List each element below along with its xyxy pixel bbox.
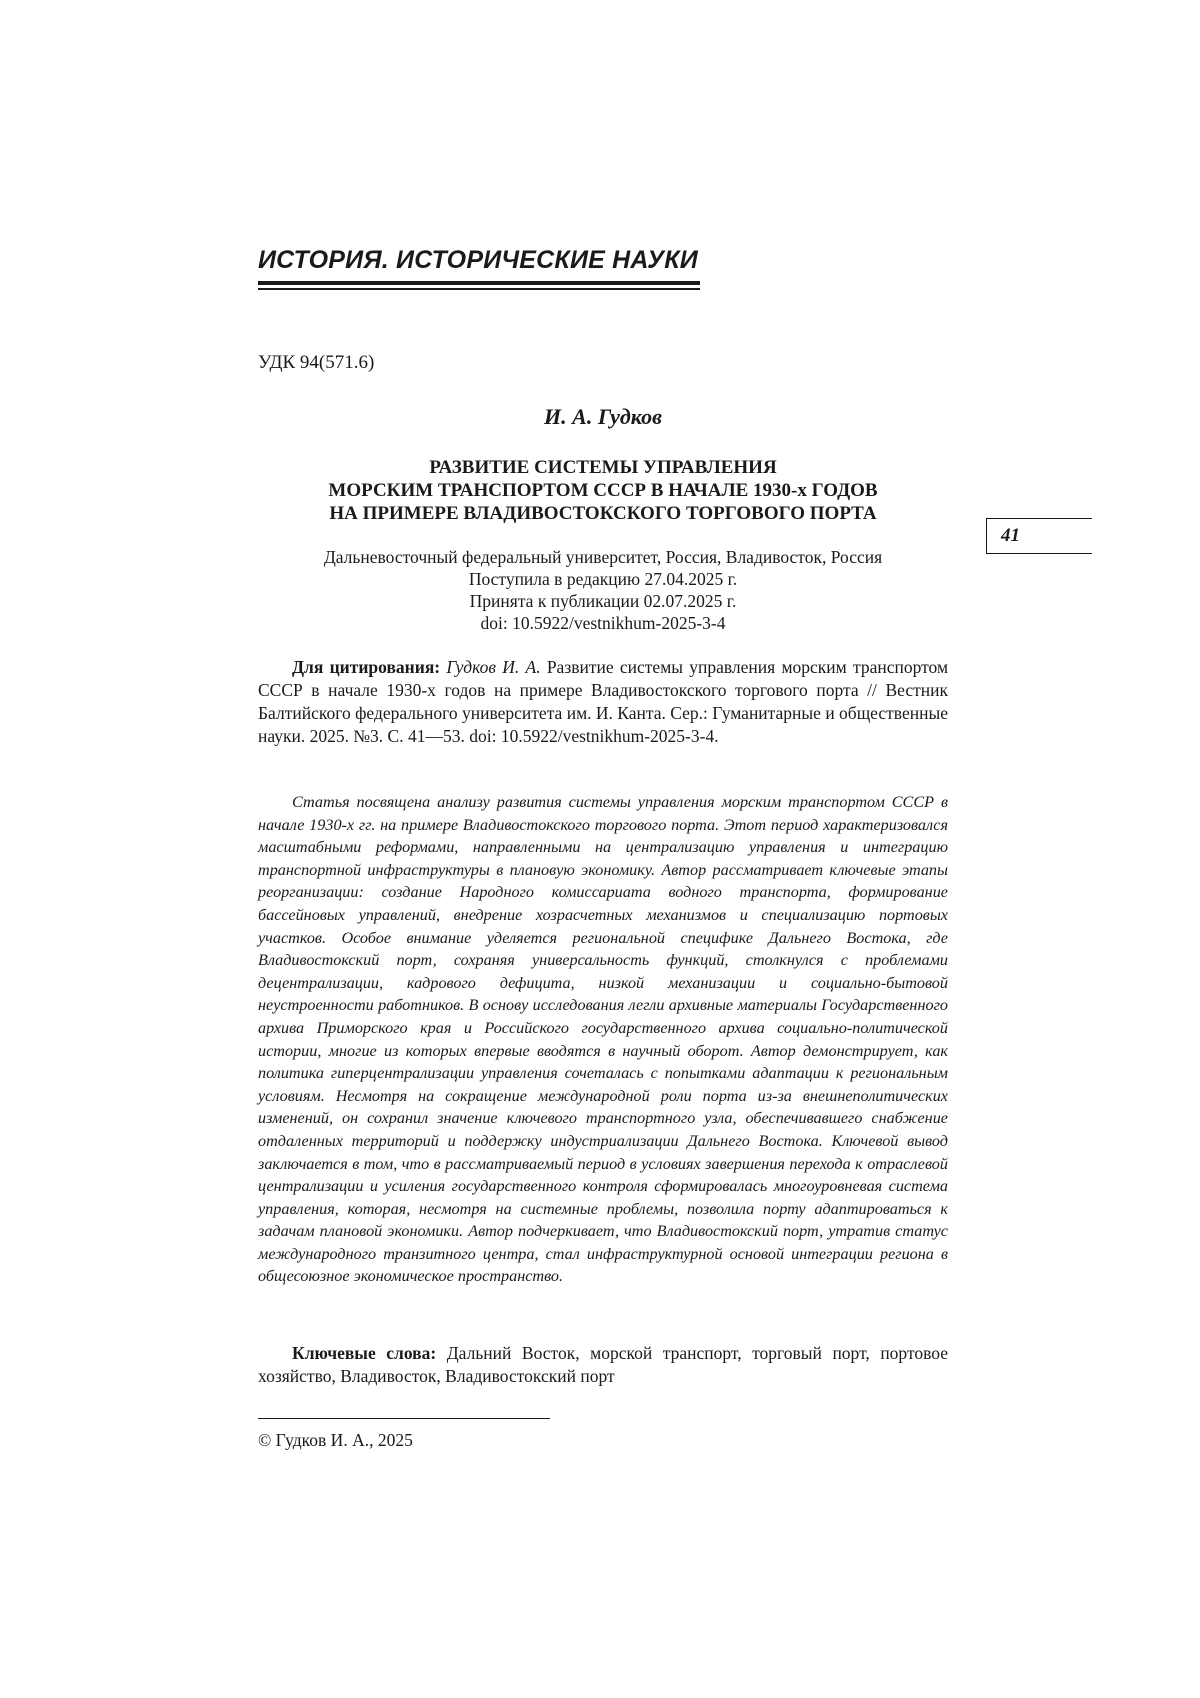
author-name: И. А. Гудков (544, 404, 662, 429)
heading-rule-thick (258, 281, 700, 285)
citation-text: Развитие системы управления морским транспортом СССР в начале 1930-х годов на примере Владивостокского торгового порта // Вестник Балтийского федерального университета им. И. Канта. Сер.: Гуманитарные и общественные науки. 2025. №3. С. 41—53. doi: 10.5922/vestnikhum-2025-3-4. (258, 657, 949, 746)
abstract: Статья посвящена анализу развития системы управления морским транспортом СССР в начале 1930-х гг. на примере Владивостокского торгового порта. Этот период характеризовался масштабными реформами, направленными на централизацию управления и интеграцию транспортной инфраструктуры в плановую экономику. Автор рассматривает ключевые этапы реорганизации: создание Народного комиссариата водного транспорта, формирование бассейновых управлений, внедрение хозрасчетных механизмов и специализацию портовых участков. Особое внимание уделяется региональной специфике Дальнего Востока, где Владивостокский порт, сохраняя универсальность функций, столкнулся с проблемами децентрализации, кадрового дефицита, низкой механизации и социально-бытовой неустроенности работников. В основу исследования легли архивные материалы Государственного архива Приморского края и Российского государственного архива социально-политической истории, многие из которых впервые вводятся в научный оборот. Автор демонстрирует, как политика гиперцентрализации управления сочеталась с попытками адаптации к региональным условиям. Несмотря на сокращение международной роли порта из-за внешнеполитических изменений, он сохранил значение ключевого транспортного узла, обеспечивавшего снабжение отдаленных территорий и поддержку индустриализации Дальнего Востока. Ключевой вывод заключается в том, что в рассматриваемый период в условиях завершения перехода к отраслевой централизации и усиления государственного контроля сформировалась многоуровневая система управления, которая, несмотря на системные проблемы, позволила порту адаптироваться к задачам плановой экономики. Автор подчеркивает, что Владивостокский порт, утратив статус международного транзитного центра, стал инфраструктурной основой интеграции региона в общесоюзное экономическое пространство. (258, 793, 948, 1286)
title-line-1: РАЗВИТИЕ СИСТЕМЫ УПРАВЛЕНИЯ (429, 457, 777, 478)
affiliation: Дальневосточный федеральный университет, Россия, Владивосток, Россия (323, 547, 883, 567)
keywords-paragraph (258, 1342, 948, 1388)
keywords-label: Ключевые слова: (292, 1343, 437, 1363)
citation-author: Гудков И. А. (446, 657, 541, 677)
section-heading: ИСТОРИЯ. ИСТОРИЧЕСКИЕ НАУКИ (258, 246, 698, 274)
page-number-box (986, 518, 1092, 554)
accepted-date: Принята к публикации 02.07.2025 г. (469, 591, 737, 611)
title-line-2: МОРСКИМ ТРАНСПОРТОМ СССР В НАЧАЛЕ 1930-х ГОДОВ (328, 480, 878, 501)
keywords-text: Дальний Восток, морской транспорт, торговый порт, портовое хозяйство, Владивосток, Владивостокский порт (258, 1343, 948, 1386)
page-number: 41 (1001, 525, 1020, 546)
citation-paragraph (258, 656, 948, 748)
udk-code: УДК 94(571.6) (258, 352, 375, 373)
citation-label: Для цитирования: (292, 657, 441, 677)
heading-rule-thin (258, 288, 700, 290)
doi: doi: 10.5922/vestnikhum-2025-3-4 (480, 613, 726, 633)
article-title (258, 456, 948, 525)
affiliation-block (258, 546, 948, 634)
received-date: Поступила в редакцию 27.04.2025 г. (468, 569, 738, 589)
copyright: © Гудков И. А., 2025 (258, 1430, 413, 1450)
title-line-3: НА ПРИМЕРЕ ВЛАДИВОСТОКСКОГО ТОРГОВОГО ПОРТА (329, 503, 877, 524)
footnote-divider (258, 1418, 550, 1419)
